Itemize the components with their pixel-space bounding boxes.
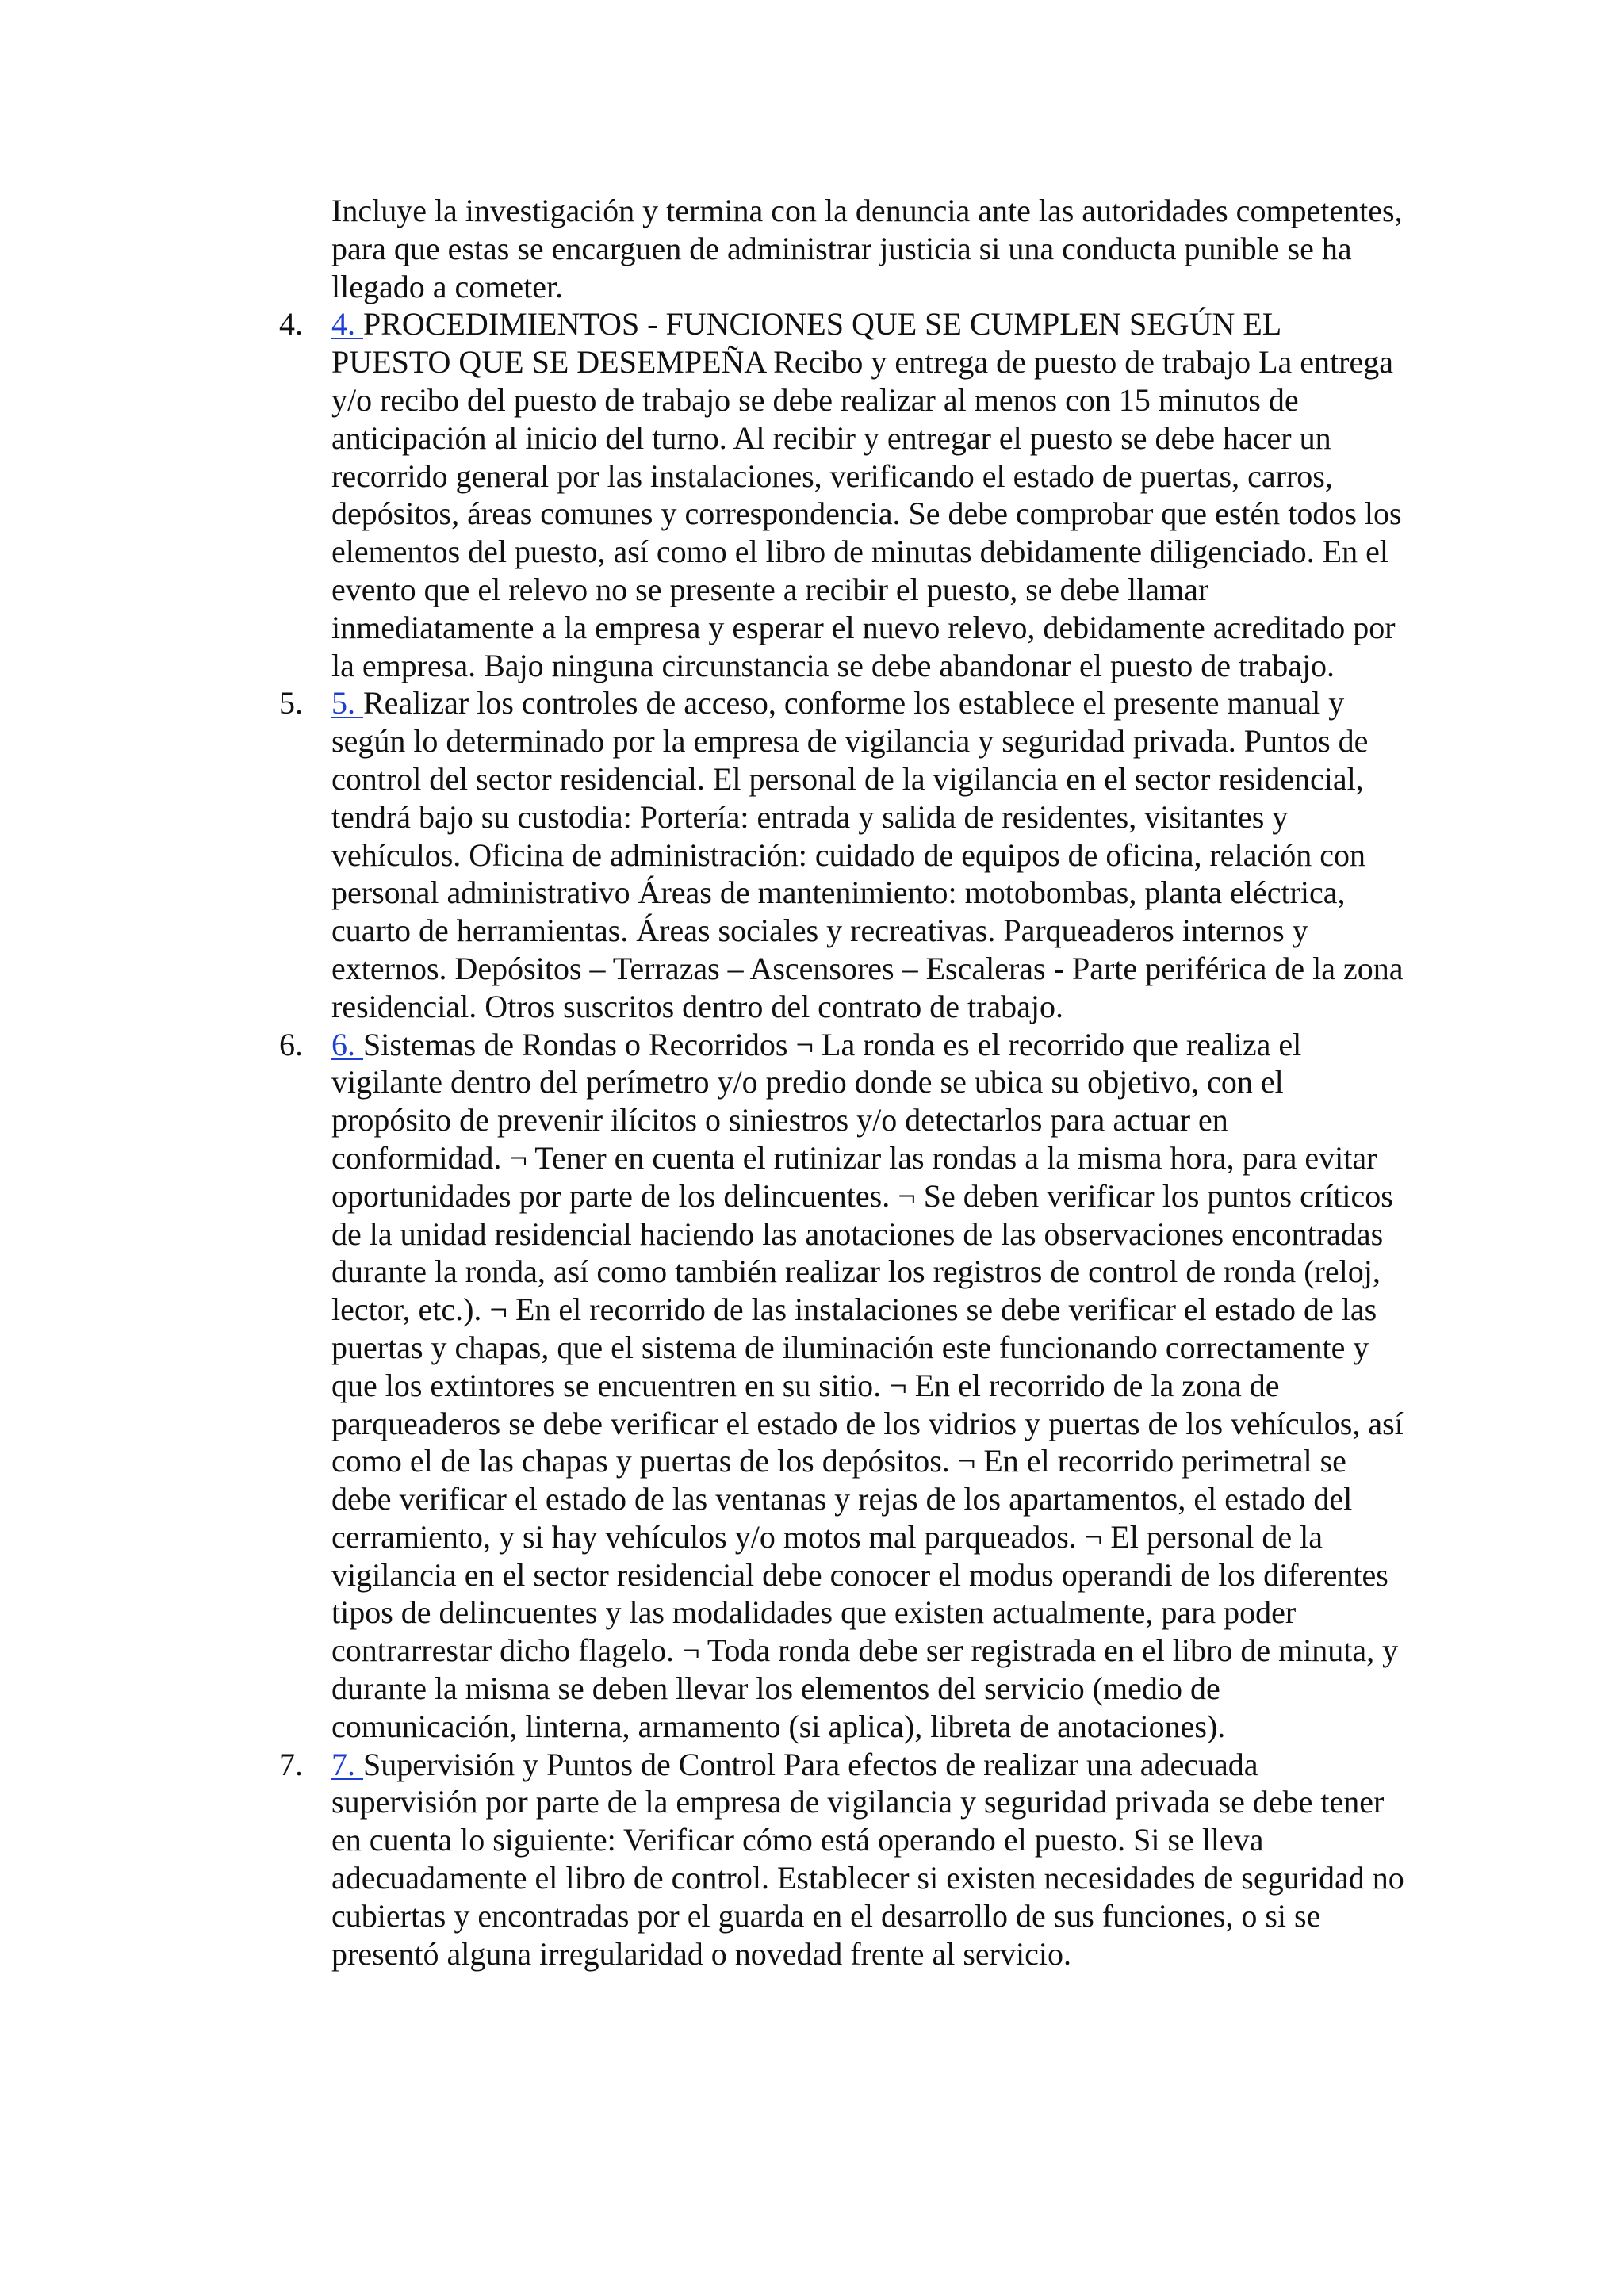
list-item-5 [279,684,1405,1025]
section-link-5[interactable]: 5. [331,685,363,721]
list-number: 4. [279,306,303,342]
list-item-6 [279,1026,1405,1746]
intro-paragraph: Incluye la investigación y termina con la denuncia ante las autoridades competentes, para que estas se encarguen de administrar justicia si una conducta punible se ha llegado a cometer. [331,193,1403,304]
section-link-4[interactable]: 4. [331,306,363,342]
list-item-text: Sistemas de Rondas o Recorridos ¬ La ronda es el recorrido que realiza el vigilante dentro del perímetro y/o predio donde se ubica su objetivo, con el propósito de prevenir ilícitos o siniestros y/o detectarlos para actuar en conformidad. ¬ Tener en cuenta el rutinizar las rondas a la misma hora, para evitar oportunidades por parte de los delincuentes. ¬ Se deben verificar los puntos críticos de la unidad residencial haciendo las anotaciones de las observaciones encontradas durante la ronda, así como también realizar los registros de control de ronda (reloj, lector, etc.). ¬ En el recorrido de las instalaciones se debe verificar el estado de las puertas y chapas, que el sistema de iluminación este funcionando correctamente y que los extintores se encuentren en su sitio. ¬ En el recorrido de la zona de parqueaderos se debe verificar el estado de los vidrios y puertas de los vehículos, así como el de las chapas y puertas de los depósitos. ¬ En el recorrido perimetral se debe verificar el estado de las ventanas y rejas de los apartamentos, el estado del cerramiento, y si hay vehículos y/o motos mal parqueados. ¬ El personal de la vigilancia en el sector residencial debe conocer el modus operandi de los diferentes tipos de delincuentes y las modalidades que existen actualmente, para poder contrarrestar dicho flagelo. ¬ Toda ronda debe ser registrada en el libro de minuta, y durante la misma se deben llevar los elementos del servicio (medio de comunicación, linterna, armamento (si aplica), libreta de anotaciones). [331,1026,1404,1744]
list-item-4 [279,305,1405,684]
numbered-list [279,305,1405,1973]
list-item-text: Realizar los controles de acceso, conforme los establece el presente manual y según lo determinado por la empresa de vigilancia y seguridad privada. Puntos de control del sector residencial. El personal de la vigilancia en el sector residencial, tendrá bajo su custodia: Portería: entrada y salida de residentes, visitantes y vehículos. Oficina de administración: cuidado de equipos de oficina, relación con personal administrativo Áreas de mantenimiento: motobombas, planta eléctrica, cuarto de herramientas. Áreas sociales y recreativas. Parqueaderos internos y externos. Depósitos – Terrazas – Ascensores – Escaleras - Parte periférica de la zona residencial. Otros suscritos dentro del contrato de trabajo. [331,685,1404,1024]
list-number: 6. [279,1026,303,1062]
section-link-7[interactable]: 7. [331,1746,363,1782]
section-link-6[interactable]: 6. [331,1026,363,1062]
document-body [279,192,1405,1973]
list-item-7 [279,1746,1405,1973]
list-number: 7. [279,1746,303,1782]
list-item-text: Supervisión y Puntos de Control Para efectos de realizar una adecuada supervisión por parte de la empresa de vigilancia y seguridad privada se debe tener en cuenta lo siguiente: Verificar cómo está operando el puesto. Si se lleva adecuadamente el libro de control. Establecer si existen necesidades de seguridad no cubiertas y encontradas por el guarda en el desarrollo de sus funciones, o si se presentó alguna irregularidad o novedad frente al servicio. [331,1746,1404,1972]
list-number: 5. [279,685,303,721]
list-item-text: PROCEDIMIENTOS - FUNCIONES QUE SE CUMPLEN SEGÚN EL PUESTO QUE SE DESEMPEÑA Recibo y entrega de puesto de trabajo La entrega y/o recibo del puesto de trabajo se debe realizar al menos con 15 minutos de anticipación al inicio del turno. Al recibir y entregar el puesto se debe hacer un recorrido general por las instalaciones, verificando el estado de puertas, carros, depósitos, áreas comunes y correspondencia. Se debe comprobar que estén todos los elementos del puesto, así como el libro de minutas debidamente diligenciado. En el evento que el relevo no se presente a recibir el puesto, se debe llamar inmediatamente a la empresa y esperar el nuevo relevo, debidamente acreditado por la empresa. Bajo ninguna circunstancia se debe abandonar el puesto de trabajo. [331,306,1402,683]
